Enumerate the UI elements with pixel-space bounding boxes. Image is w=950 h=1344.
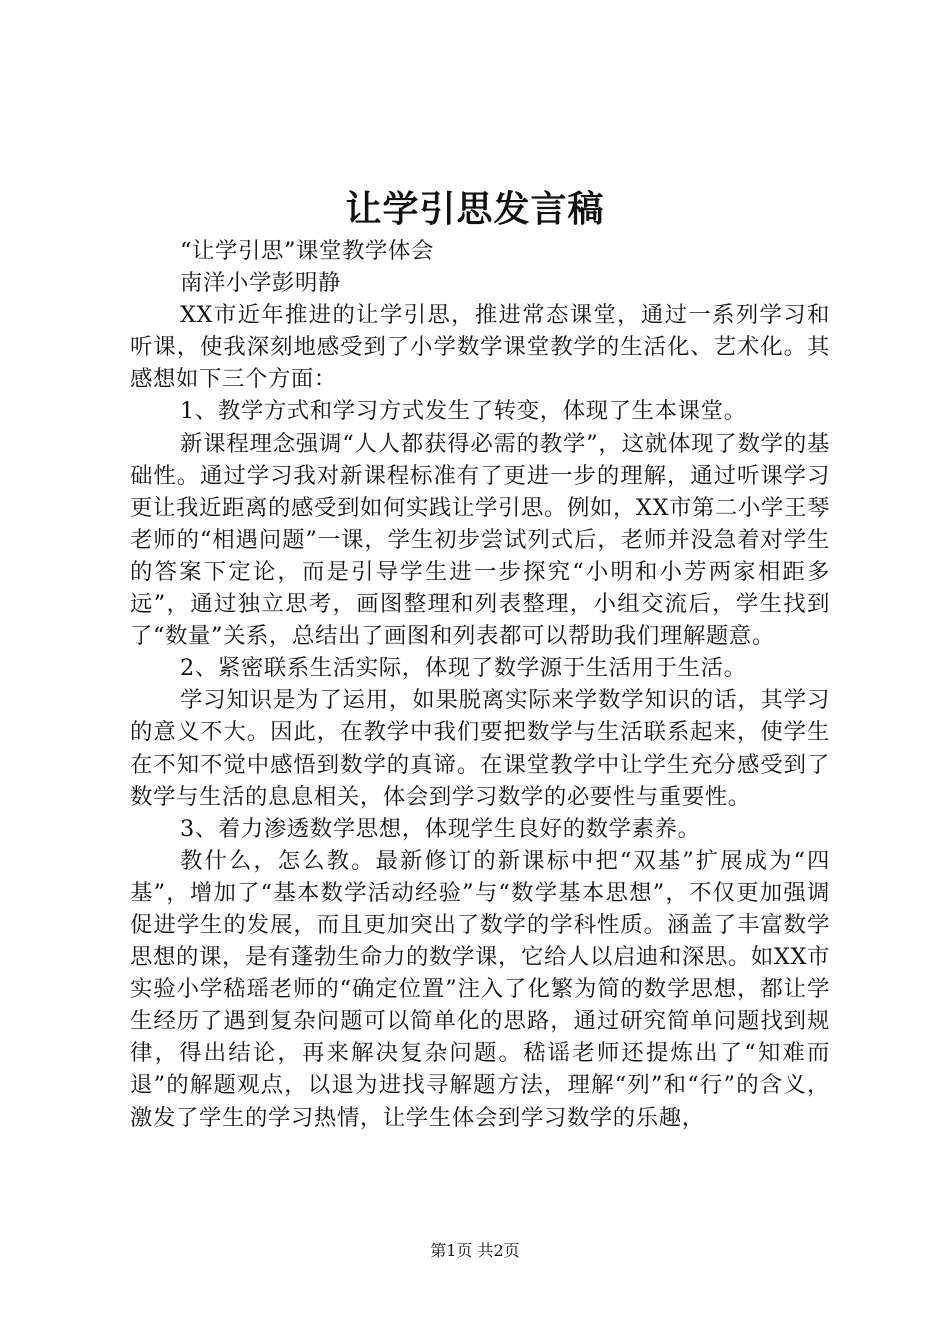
- subtitle-paragraph: “让学引思”课堂教学体会: [180, 238, 434, 264]
- section-heading-3: 3、着力渗透数学思想，体现学生良好的数学素养。: [180, 815, 701, 842]
- section-heading-1: 1、教学方式和学习方式发生了转变，体现了生本课堂。: [180, 398, 747, 425]
- body-paragraph-2: 学习知识是为了运用，如果脱离实际来学数学知识的话，其学习的意义不大。因此，在教学中我们要把数学与生活联系起来，使学生在不知不觉中感悟到数学的真谛。在课堂教学中让学生充分感受到了数学与生活的息息相关，体会到学习数学的必要性与重要性。: [130, 687, 830, 810]
- author-paragraph: 南洋小学彭明静: [180, 270, 341, 297]
- document-body: [130, 235, 830, 1134]
- body-paragraph-1: 新课程理念强调“人人都获得必需的教学”，这就体现了数学的基础性。通过学习我对新课程标准有了更进一步的理解，通过听课学习更让我近距离的感受到如何实践让学引思。例如，XX市第二小学王琴老师的“相遇问题”一课，学生初步尝试列式后，老师并没急着对学生的答案下定论，而是引导学生进一步探究“小明和小芳两家相距多远”，通过独立思考，画图整理和列表整理，小组交流后，学生找到了“数量”关系，总结出了画图和列表都可以帮助我们理解题意。: [130, 430, 830, 650]
- intro-paragraph: XX市近年推进的让学引思，推进常态课堂，通过一系列学习和听课，使我深刻地感受到了小学数学课堂教学的生活化、艺术化。其感想如下三个方面：: [130, 302, 830, 393]
- section-heading-2: 2、紧密联系生活实际，体现了数学源于生活用于生活。: [180, 655, 747, 682]
- document-title: 让学引思发言稿: [345, 188, 605, 230]
- page-footer: 第1页 共2页: [430, 1241, 520, 1260]
- body-paragraph-3: 教什么，怎么教。最新修订的新课标中把“双基”扩展成为“四基”，增加了“基本数学活动经验”与“数学基本思想”，不仅更加强调促进学生的发展，而且更加突出了数学的学科性质。涵盖了丰富数学思想的课，是有蓬勃生命力的数学课，它给人以启迪和深思。如XX市实验小学嵇瑶老师的“确定位置”注入了化繁为简的数学思想，都让学生经历了遇到复杂问题可以简单化的思路，通过研究简单问题找到规律，得出结论，再来解决复杂问题。嵇谣老师还提炼出了“知难而退”的解题观点，以退为进找寻解题方法，理解“列”和“行”的含义，激发了学生的学习热情，让学生体会到学习数学的乐趣，: [130, 847, 830, 1131]
